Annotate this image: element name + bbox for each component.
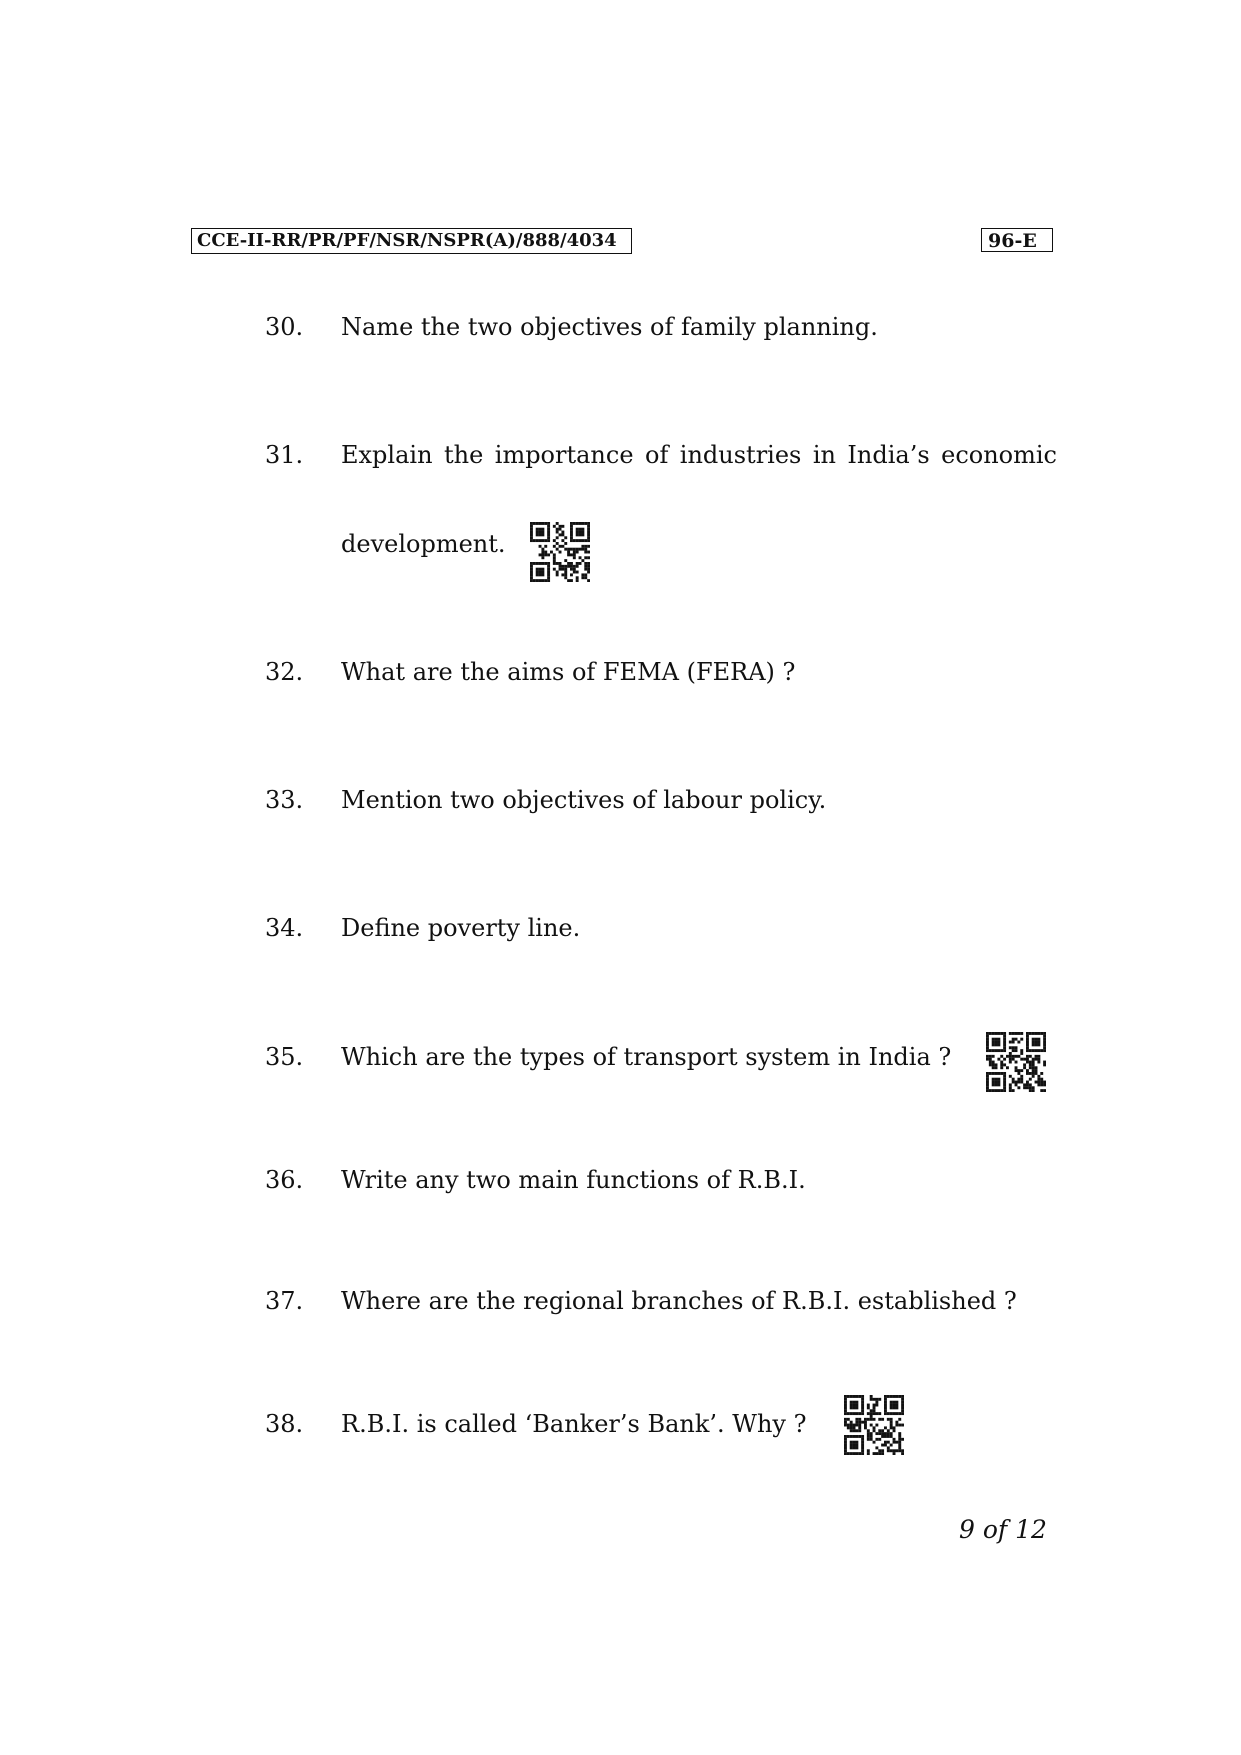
question-number: 36.	[265, 1166, 304, 1194]
question-text: Mention two objectives of labour policy.	[341, 786, 827, 814]
question-text: Where are the regional branches of R.B.I. established ?	[341, 1287, 1017, 1315]
question-number: 30.	[265, 313, 304, 341]
qr-code-icon	[986, 1032, 1046, 1092]
question-number: 35.	[265, 1043, 304, 1071]
question-number: 31.	[265, 441, 304, 469]
question-number: 37.	[265, 1287, 304, 1315]
question-text: R.B.I. is called ‘Banker’s Bank’. Why ?	[341, 1410, 807, 1438]
question-text: Write any two main functions of R.B.I.	[341, 1166, 806, 1194]
series-code: 96-E	[981, 228, 1053, 252]
paper-code: CCE-II-RR/PR/PF/NSR/NSPR(A)/888/4034	[191, 228, 632, 254]
question-text-continued: development.	[341, 530, 506, 558]
qr-code-icon	[844, 1395, 904, 1455]
question-number: 34.	[265, 914, 304, 942]
qr-code-icon	[530, 522, 590, 582]
question-number: 32.	[265, 658, 304, 686]
question-text: Name the two objectives of family planning.	[341, 313, 878, 341]
question-number: 33.	[265, 786, 304, 814]
question-text: Explain the importance of industries in India’s economic	[341, 441, 1057, 469]
question-text: What are the aims of FEMA (FERA) ?	[341, 658, 796, 686]
question-text: Which are the types of transport system in India ?	[341, 1043, 952, 1071]
question-text: Define poverty line.	[341, 914, 581, 942]
question-number: 38.	[265, 1410, 304, 1438]
page-number: 9 of 12	[959, 1515, 1047, 1544]
